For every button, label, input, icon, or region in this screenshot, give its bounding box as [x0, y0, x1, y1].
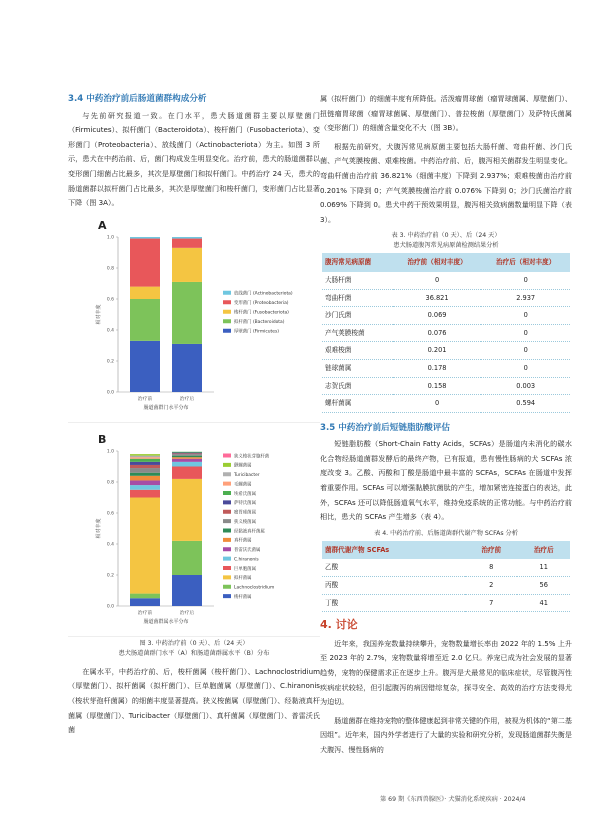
- table-cell: 乙酸: [322, 559, 465, 576]
- legend-swatch: [223, 575, 231, 579]
- bar-segment: [172, 454, 202, 456]
- table-row: [322, 289, 570, 307]
- figure-caption: [68, 639, 320, 659]
- bar-segment: [130, 237, 160, 239]
- table-row: [322, 594, 570, 612]
- table-cell: 大肠杆菌: [322, 272, 393, 289]
- table-cell: 0: [481, 324, 570, 342]
- section-title-4: 4. 讨论: [320, 618, 358, 632]
- table-4-body: [322, 559, 570, 611]
- legend-swatch: [223, 481, 231, 485]
- bar-segment: [130, 476, 160, 481]
- table-cell: 0: [393, 272, 482, 289]
- table-cell: 8: [465, 559, 517, 576]
- table-row: [322, 272, 570, 289]
- figure-caption-line1: 图 3. 中药治疗前（0 天）、后（24 天）: [139, 639, 249, 647]
- paragraph-genus-cont: 属（拟杆菌门）的细菌丰度有所降低。活泼瘤胃球菌（瘤胃球菌属、厚壁菌门）、扭链瘤胃球菌（瘤胃球菌属、厚壁菌门）、普拉梭菌（厚壁菌门）及萨特氏菌属（变形菌门）的细菌含量变化不大（图 3B）。: [320, 94, 572, 133]
- table-header-cell: 治疗后: [517, 541, 570, 560]
- y-tick-label: 0.4: [106, 328, 114, 334]
- table-row: [322, 307, 570, 325]
- bar-segment: [172, 466, 202, 478]
- legend-swatch: [223, 510, 231, 514]
- legend-label: 狭义梭状芽胞杆菌: [234, 454, 270, 460]
- phylum-stacked-bar-chart: [68, 217, 320, 422]
- section-title-3-5: 3.5 中药治疗前后短链脂肪酸评估: [320, 422, 450, 433]
- genus-stacked-bar-chart: [68, 431, 320, 636]
- table-header-cell: 治疗前: [465, 541, 517, 560]
- table-row: [322, 359, 570, 377]
- bar-segment: [172, 344, 202, 392]
- legend-swatch: [223, 319, 231, 323]
- legend-swatch: [223, 472, 231, 476]
- legend-label: 变形菌门 (Proteobacteria): [234, 300, 289, 306]
- table-cell: 0.201: [393, 342, 482, 360]
- legend-swatch: [223, 585, 231, 589]
- table-header-cell: 腹泻常见病原菌: [322, 253, 393, 272]
- legend-label: 放线菌门 (Actinobacteriota): [234, 291, 293, 297]
- table-cell: 志贺氏菌: [322, 377, 393, 395]
- table-cell: 0.594: [481, 395, 570, 413]
- bar-segment: [130, 455, 160, 457]
- y-tick-label: 0.0: [106, 390, 114, 396]
- bar-segment: [130, 462, 160, 465]
- table-row: [322, 324, 570, 342]
- bar-segment: [130, 341, 160, 392]
- table-3-header-row: [322, 253, 570, 272]
- bar-segment: [130, 497, 160, 593]
- y-tick-label: 0.8: [106, 480, 114, 486]
- table-header-cell: 治疗后（相对丰度）: [481, 253, 570, 272]
- y-tick-label: 1.0: [106, 235, 114, 241]
- x-axis-label: 肠道菌群门水平分布: [143, 404, 189, 411]
- y-axis-label: 相对丰度: [96, 304, 102, 325]
- table-row: [322, 395, 570, 413]
- x-tick-label: 治疗后: [179, 396, 195, 402]
- legend-label: 埃希氏菌属: [234, 491, 256, 497]
- legend-swatch: [223, 528, 231, 532]
- legend-swatch: [223, 547, 231, 551]
- legend-label: 拟杆菌门 (Bacteroidota): [234, 319, 285, 325]
- bar-segment: [172, 453, 202, 454]
- bar-segment: [172, 459, 202, 462]
- y-axis-label: 相对丰度: [96, 518, 102, 539]
- bar-segment: [130, 465, 160, 468]
- table-cell: 沙门氏菌: [322, 307, 393, 325]
- bar-segment: [130, 598, 160, 606]
- legend-swatch: [223, 519, 231, 523]
- bar-segment: [130, 299, 160, 341]
- y-tick-label: 0.0: [106, 604, 114, 610]
- paragraph-discussion-1: 近年来，我国养宠数量持续攀升，宠物数量增长率由 2022 年的 1.5% 上升至 2023 年的 2.7%，宠物数量将增至近 2.0 亿只。养宠已成为社会发展的显著趋势，宠物的保健需求正在逐步上升。腹泻是犬最常见的临床症状，尽管腹泻性疾病症状较轻，但引起腹泻的病因错综复杂，探寻安全、高效的治疗方法变得尤为迫切。: [320, 638, 572, 707]
- table-cell: 0.003: [481, 377, 570, 395]
- table-cell: 链球菌属: [322, 359, 393, 377]
- bar-segment: [130, 468, 160, 473]
- paragraph-scfa: 短链脂肪酸（Short-Chain Fatty Acids，SCFAs）是肠道内未消化的碳水化合物经肠道菌群发酵后的最终产物，已有报道，患有慢性肠病的犬 SCFAs 浓度改变 3。乙酸、丙酸和丁酸是肠道中最丰富的 SCFAs，SCFAs 在肠道中发挥着重要作用。SCFAs 可以增强黏膜抗菌肽的产生，增加紧密连接蛋白的表达，此外，SCFAs 还可以降低肠道氧气水平，维持免疫系统的正常功能。与中药治疗前相比，患犬的 SCFAs 产生增多（表 4）。: [320, 439, 572, 522]
- legend-label: 梭杆菌门 (Fusobacteriota): [234, 310, 289, 316]
- table-header-cell: 治疗前（相对丰度）: [393, 253, 482, 272]
- x-axis-label: 肠道菌群属水平分布: [143, 618, 189, 625]
- panel-label-b: B: [98, 432, 107, 446]
- page-footer: 第 69 期《东西兽腺医》· 犬猫消化系统疾病 · 2024/4: [380, 796, 526, 803]
- bar-segment: [172, 541, 202, 575]
- table-row: [322, 377, 570, 395]
- table-cell: 0: [481, 272, 570, 289]
- bar-segment: [172, 457, 202, 459]
- x-tick-label: 治疗前: [137, 396, 153, 402]
- legend-label: 普雷沃氏菌属: [234, 547, 261, 553]
- table-cell: 产气荚膜梭菌: [322, 324, 393, 342]
- table-3-caption-line1: 表 3. 中药治疗前（0 天）、后（24 天）: [391, 232, 501, 240]
- legend-swatch: [223, 300, 231, 304]
- table-cell: 0.158: [393, 377, 482, 395]
- legend-swatch: [223, 500, 231, 504]
- legend-swatch: [223, 556, 231, 560]
- y-tick-label: 0.4: [106, 542, 114, 548]
- x-tick-label: 治疗后: [179, 610, 195, 616]
- table-4-caption: 表 4. 中药治疗前、后肠道菌群代谢产物 SCFAs 分析: [374, 529, 518, 537]
- section-title-3-4: 3.4 中药治疗前后肠道菌群构成分析: [68, 94, 207, 104]
- legend-swatch: [223, 291, 231, 295]
- legend-label: 厚壁菌门 (Firmicutes): [234, 329, 279, 335]
- legend-swatch: [223, 463, 231, 467]
- table-3-body: [322, 272, 570, 412]
- table-cell: 艰难梭菌: [322, 342, 393, 360]
- bar-segment: [130, 472, 160, 475]
- figure-3: [68, 217, 320, 659]
- paragraph-genus: 在属水平，中药治疗前、后，梭杆菌属（梭杆菌门）、Lachnoclostridium（厚壁菌门）、拟杆菌属（拟杆菌门）、巨单胞菌属（厚壁菌门）、C.hiranonis（梭状芽孢杆菌属）的细菌丰度显著提高。狭义梭菌属（厚壁菌门）、经黏液真杆菌属（厚壁菌门）、Turicibacter（厚壁菌门）、真杆菌属（厚壁菌门）、普雷沃氏菌: [68, 666, 320, 735]
- right-column: [320, 92, 572, 762]
- legend-swatch: [223, 491, 231, 495]
- paragraph-discussion-2: 肠道菌群在维持宠物的整体健康起到非常关键的作用，被视为机体的“第二基因组”。近年来，国内外学者进行了大量的实验和研究分析，发现肠道菌群失衡是犬腹泻、慢性肠病的: [320, 715, 572, 754]
- bar-segment: [172, 452, 202, 453]
- table-header-cell: 菌群代谢产物 SCFAs: [322, 541, 465, 560]
- table-3-caption-line2: 患犬肠道腹泻常见病原菌检测结果分析: [393, 242, 499, 250]
- bar-segment: [130, 480, 160, 485]
- x-tick-label: 治疗前: [137, 610, 153, 616]
- table-cell: 0: [393, 395, 482, 413]
- y-tick-label: 0.8: [106, 266, 114, 272]
- bar-segment: [172, 282, 202, 344]
- table-4-scfa: [322, 541, 570, 612]
- legend-label: 拟杆菌属: [234, 575, 252, 581]
- legend-swatch: [223, 538, 231, 542]
- legend-swatch: [223, 453, 231, 457]
- table-cell: 11: [517, 559, 570, 576]
- table-cell: 0.069: [393, 307, 482, 325]
- legend-label: 巨单胞菌属: [234, 566, 256, 572]
- table-cell: 0.178: [393, 359, 482, 377]
- table-row: [322, 559, 570, 576]
- bar-segment: [130, 286, 160, 298]
- y-tick-label: 0.6: [106, 511, 114, 517]
- y-tick-label: 1.0: [106, 449, 114, 455]
- table-cell: 41: [517, 594, 570, 612]
- table-row: [322, 342, 570, 360]
- legend-label: 毛螺菌属: [234, 482, 252, 488]
- bar-segment: [130, 485, 160, 490]
- table-cell: 丁酸: [322, 594, 465, 612]
- y-tick-label: 0.6: [106, 297, 114, 303]
- bar-segment: [130, 457, 160, 459]
- legend-label: 真杆菌属: [234, 538, 252, 544]
- legend-swatch: [223, 310, 231, 314]
- bar-segment: [172, 238, 202, 247]
- table-3-caption: [320, 231, 572, 251]
- table-cell: 0: [481, 307, 570, 325]
- bar-segment: [172, 575, 202, 606]
- figure-3b-panel: [68, 431, 320, 637]
- table-cell: 螺杆菌属: [322, 395, 393, 413]
- bar-segment: [172, 237, 202, 239]
- table-cell: 0: [481, 342, 570, 360]
- legend-label: 萨特氏菌属: [234, 500, 256, 506]
- legend-swatch: [223, 329, 231, 333]
- table-cell: 56: [517, 577, 570, 595]
- y-tick-label: 0.2: [106, 573, 114, 579]
- bar-segment: [130, 459, 160, 462]
- bar-segment: [130, 454, 160, 456]
- bar-segment: [130, 593, 160, 598]
- y-tick-label: 0.2: [106, 359, 114, 365]
- left-column: [68, 92, 320, 742]
- table-cell: 丙酸: [322, 577, 465, 595]
- table-cell: 2.937: [481, 289, 570, 307]
- figure-caption-line2: 患犬肠道菌群门水平（A）和肠道菌群属水平（B）分布: [118, 649, 270, 657]
- bar-segment: [130, 238, 160, 286]
- legend-swatch: [223, 566, 231, 570]
- table-3-pathogens: [322, 253, 570, 412]
- legend-label: Turicibacter: [234, 472, 260, 478]
- legend-label: 梭杆菌属: [234, 594, 252, 600]
- paragraph-pathogens: 根据先前研究，犬腹泻常见病原菌主要包括大肠杆菌、弯曲杆菌、沙门氏菌、产气荚膜梭菌、艰难梭菌。中药治疗前、后，腹泻相关菌群发生明显变化。弯曲杆菌由治疗前 36.821%（细菌丰度）下降到 2.937%；艰难梭菌由治疗前 0.201% 下降到 0；产气荚膜梭菌治疗前 0.076% 下降到 0；沙门氏菌治疗前 0.069% 下降到 0。患犬中药干预效果明显，腹泻相关致病菌数量明显下降（表 3）。: [320, 141, 572, 224]
- table-cell: 7: [465, 594, 517, 612]
- figure-3a-panel: [68, 217, 320, 423]
- table-cell: 0.076: [393, 324, 482, 342]
- table-cell: 弯曲杆菌: [322, 289, 393, 307]
- legend-label: 瘤胃球菌属: [234, 510, 256, 516]
- paragraph-phylum: 与先前研究报道一致。在门水平，患犬肠道菌群主要以厚壁菌门（Firmicutes）、拟杆菌门（Bacteroidota）、梭杆菌门（Fusobacteriota）、变形菌门（Proteobacteria）、放线菌门（Actinobacteriota）为主。如图 3 所示，患犬在中药治前、后，菌门构成发生明显变化。治疗前，患犬的肠道菌群以变形菌门细菌占比最多，其次是厚壁菌门和拟杆菌门。中药治疗 24 天，患犬的肠道菌群以拟杆菌门占比最多，其次是厚壁菌门和梭杆菌门，变形菌门占比显著下降（图 3A）。: [68, 110, 320, 208]
- table-cell: 0: [481, 359, 570, 377]
- bar-segment: [172, 452, 202, 453]
- legend-label: Lachnoclostridium: [234, 585, 275, 591]
- legend-swatch: [223, 594, 231, 598]
- bar-segment: [172, 455, 202, 457]
- panel-label-a: A: [98, 218, 107, 232]
- legend-label: 狭义梭菌属: [234, 519, 256, 525]
- table-cell: 36.821: [393, 289, 482, 307]
- table-row: [322, 577, 570, 595]
- bar-segment: [172, 479, 202, 541]
- bar-segment: [172, 248, 202, 282]
- bar-segment: [172, 462, 202, 467]
- bar-segment: [130, 490, 160, 498]
- legend-label: 颤螺菌属: [234, 463, 252, 469]
- legend-label: 经黏液真杆菌属: [234, 529, 265, 535]
- table-cell: 2: [465, 577, 517, 595]
- table-4-header-row: [322, 541, 570, 560]
- legend-label: C.hiranonis: [234, 557, 259, 563]
